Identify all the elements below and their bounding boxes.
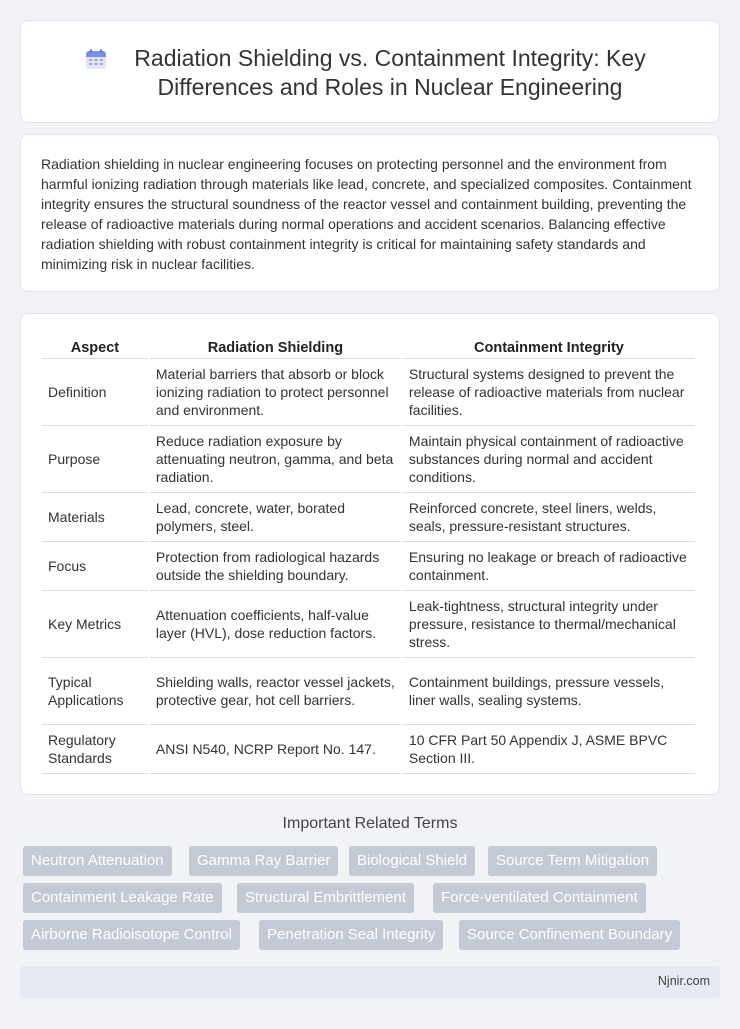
- row-aspect: Materials: [42, 493, 148, 542]
- intro-paragraph: Radiation shielding in nuclear engineering focuses on protecting personnel and the environment from harmful ionizing radiation through materials like lead, concrete, and specialized composites. Containment integrity ensures the structural soundness of the reactor vessel and containment building, preventing the release of radioactive materials during normal operations and accident scenarios. Balancing effective radiation shielding with robust containment integrity is critical for maintaining safety standards and minimizing risk in nuclear facilities.: [41, 156, 692, 272]
- comparison-table: [40, 336, 697, 774]
- row-shielding: Protection from radiological hazards outside the shielding boundary.: [150, 542, 401, 591]
- comparison-table-card: [20, 313, 720, 795]
- row-shielding: Attenuation coefficients, half-value layer (HVL), dose reduction factors.: [150, 591, 401, 658]
- row-containment: 10 CFR Part 50 Appendix J, ASME BPVC Section III.: [403, 725, 695, 774]
- page-title: Radiation Shielding vs. Containment Integrity: Key Differences and Roles in Nuclear Engineering: [134, 45, 646, 100]
- footer: [20, 966, 720, 998]
- table-row: [42, 591, 695, 658]
- term-tag[interactable]: Structural Embrittlement: [237, 883, 414, 913]
- row-aspect: Focus: [42, 542, 148, 591]
- row-shielding: Shielding walls, reactor vessel jackets, protective gear, hot cell barriers.: [150, 658, 401, 725]
- term-tag[interactable]: Containment Leakage Rate: [23, 883, 222, 913]
- row-aspect: Key Metrics: [42, 591, 148, 658]
- term-tag[interactable]: Source Confinement Boundary: [459, 920, 680, 950]
- related-terms-heading: Important Related Terms: [282, 815, 458, 832]
- row-shielding: Material barriers that absorb or block ionizing radiation to protect personnel and environment.: [150, 359, 401, 426]
- term-tag[interactable]: Source Term Mitigation: [488, 846, 657, 876]
- row-containment: Maintain physical containment of radioactive substances during normal and accident conditions.: [403, 426, 695, 493]
- term-tag[interactable]: Neutron Attenuation: [23, 846, 172, 876]
- term-tag[interactable]: Penetration Seal Integrity: [259, 920, 443, 950]
- header-card: [20, 20, 720, 123]
- row-shielding: ANSI N540, NCRP Report No. 147.: [150, 725, 401, 774]
- row-aspect: Definition: [42, 359, 148, 426]
- table-row: [42, 725, 695, 774]
- header-radiation-shielding: Radiation Shielding: [150, 336, 401, 359]
- row-shielding: Lead, concrete, water, borated polymers, steel.: [150, 493, 401, 542]
- row-containment: Containment buildings, pressure vessels, liner walls, sealing systems.: [403, 658, 695, 725]
- row-containment: Leak-tightness, structural integrity under pressure, resistance to thermal/mechanical stress.: [403, 591, 695, 658]
- row-aspect: Purpose: [42, 426, 148, 493]
- row-containment: Ensuring no leakage or breach of radioactive containment.: [403, 542, 695, 591]
- row-aspect: Typical Applications: [42, 658, 148, 725]
- term-tag[interactable]: Gamma Ray Barrier: [189, 846, 338, 876]
- term-tag[interactable]: Airborne Radioisotope Control: [23, 920, 240, 950]
- table-header-row: [42, 336, 695, 359]
- intro-card: [20, 134, 720, 292]
- table-row: [42, 359, 695, 426]
- row-aspect: Regulatory Standards: [42, 725, 148, 774]
- table-row: [42, 493, 695, 542]
- row-shielding: Reduce radiation exposure by attenuating neutron, gamma, and beta radiation.: [150, 426, 401, 493]
- term-tag[interactable]: Biological Shield: [349, 846, 475, 876]
- table-row: [42, 426, 695, 493]
- header-containment-integrity: Containment Integrity: [403, 336, 695, 359]
- row-containment: Structural systems designed to prevent the release of radioactive materials from nuclear facilities.: [403, 359, 695, 426]
- term-tag[interactable]: Force-ventilated Containment: [433, 883, 646, 913]
- table-row: [42, 658, 695, 725]
- header-aspect: Aspect: [42, 336, 148, 359]
- row-containment: Reinforced concrete, steel liners, welds, seals, pressure-resistant structures.: [403, 493, 695, 542]
- footer-site[interactable]: Njnir.com: [657, 974, 710, 988]
- table-row: [42, 542, 695, 591]
